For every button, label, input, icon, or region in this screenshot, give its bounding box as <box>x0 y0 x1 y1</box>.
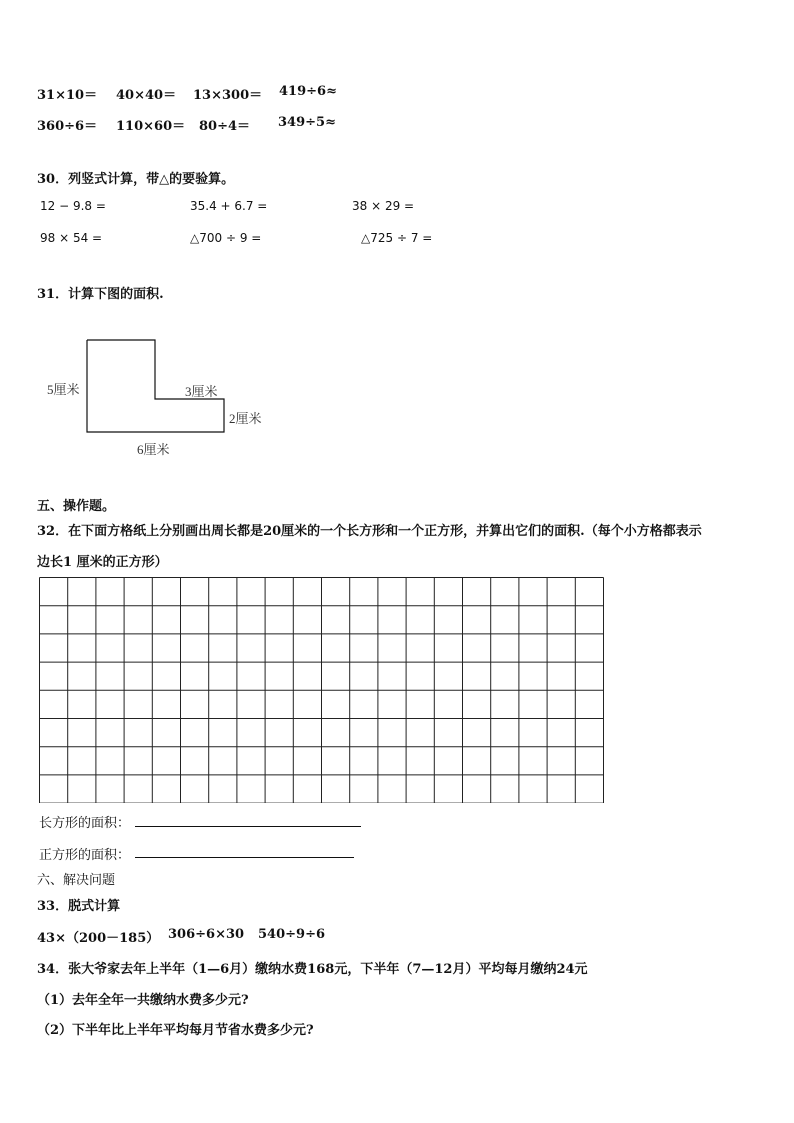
square-area-label: 正方形的面积： <box>39 848 131 863</box>
q30-expr-2: 35.4 + 6.7 = <box>190 199 268 213</box>
q30-expr-5: △700 ÷ 9 = <box>190 231 262 245</box>
q33-expr-2: 306÷6×30 <box>168 927 245 942</box>
label-left: 5厘米 <box>47 382 80 397</box>
q34-title: 34．张大爷家去年上半年（1—6月）缴纳水费168元，下半年（7—12月）平均每月缴纳24元 <box>37 962 588 977</box>
label-inner: 3厘米 <box>185 384 218 399</box>
oral-calc-2-2: 110×60＝ <box>116 119 186 134</box>
q30-expr-1: 12 − 9.8 = <box>40 199 106 213</box>
oral-calc-2-3: 80÷4＝ <box>199 119 251 134</box>
q33-expr-3: 540÷9÷6 <box>258 927 326 942</box>
label-bottom: 6厘米 <box>137 442 170 457</box>
oral-calc-1-4: 419÷6≈ <box>279 84 337 99</box>
oral-calc-2-4: 349÷5≈ <box>278 115 336 130</box>
square-grid-paper[interactable] <box>39 577 609 803</box>
label-right: 2厘米 <box>229 411 262 426</box>
oral-calc-1-3: 13×300＝ <box>193 88 263 103</box>
q32-line-1: 32．在下面方格纸上分别画出周长都是20厘米的一个长方形和一个正方形，并算出它们的面积.（每个小方格都表示 <box>37 524 702 539</box>
q30-expr-3: 38 × 29 = <box>352 199 415 213</box>
section-5-title: 五、操作题。 <box>37 499 116 514</box>
square-area-answer-line[interactable] <box>135 857 354 858</box>
oral-calc-1-1: 31×10＝ <box>37 88 98 103</box>
oral-calc-1-2: 40×40＝ <box>116 88 177 103</box>
q33-title: 33．脱式计算 <box>37 899 121 914</box>
rect-area-label: 长方形的面积： <box>39 816 131 831</box>
q30-expr-4: 98 × 54 = <box>40 231 103 245</box>
q34-sub-2: （2）下半年比上半年平均每月节省水费多少元? <box>37 1023 314 1038</box>
oral-calc-2-1: 360÷6＝ <box>37 119 98 134</box>
q30-title: 30．列竖式计算，带△的要验算。 <box>37 172 235 187</box>
q34-sub-1: （1）去年全年一共缴纳水费多少元? <box>37 993 249 1008</box>
section-6-title: 六、解决问题 <box>37 873 116 888</box>
q30-expr-6: △725 ÷ 7 = <box>361 231 433 245</box>
q31-title: 31．计算下图的面积. <box>37 287 164 302</box>
q32-line-2: 边长1 厘米的正方形） <box>37 555 168 570</box>
rect-area-answer-line[interactable] <box>135 826 361 827</box>
q33-expr-1: 43×（200－185） <box>37 931 160 946</box>
l-shape-figure <box>40 330 280 465</box>
